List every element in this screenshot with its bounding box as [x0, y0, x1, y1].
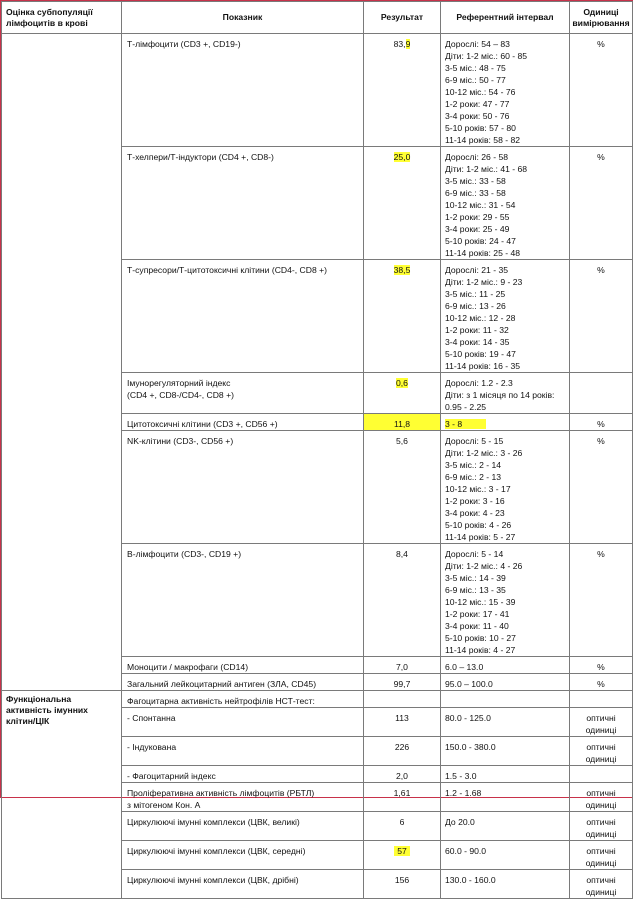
ref-line: Дорослі: 5 - 15 [445, 436, 504, 446]
indicator-name: Цитотоксичні клітини (CD3 +, CD56 +) [122, 414, 364, 431]
unit-line: одиниці [585, 858, 617, 868]
unit: % [570, 260, 633, 373]
reference-interval: 1.5 - 3.0 [441, 766, 570, 783]
ref-line: 10-12 міс.: 54 - 76 [445, 87, 516, 97]
indicator-name: Циркулюючі імунні комплекси (ЦВК, середні) [122, 841, 364, 870]
result-value: 226 [364, 737, 441, 766]
ref-line: 10-12 міс.: 31 - 54 [445, 200, 516, 210]
reference-interval: До 20.0 [441, 812, 570, 841]
result-value: 11,8 [364, 414, 441, 431]
ref-line: 1-2 роки: 11 - 32 [445, 325, 509, 335]
reference-interval [441, 544, 570, 657]
indicator-name: Т-хелпери/Т-індуктори (CD4 +, CD8-) [122, 147, 364, 260]
header-reference: Референтний інтервал [441, 2, 570, 34]
ref-line: Дорослі: 26 - 58 [445, 152, 509, 162]
result-value: 7,0 [364, 657, 441, 674]
reference-interval: 130.0 - 160.0 [441, 870, 570, 899]
ref-line: 6-9 міс.: 13 - 35 [445, 585, 506, 595]
indicator-name: - Індукована [122, 737, 364, 766]
ref-line: 11-14 років: 16 - 35 [445, 361, 521, 371]
ref-line: Діти: з 1 місяця по 14 років: [445, 390, 555, 400]
ref-line: 6-9 міс.: 2 - 13 [445, 472, 502, 482]
unit [570, 691, 633, 708]
indicator-name: NK-клітини (CD3-, CD56 +) [122, 431, 364, 544]
indicator-name: - Спонтанна [122, 708, 364, 737]
result-value: 113 [364, 708, 441, 737]
nst-title: Фагоцитарна активність нейтрофілів НСТ-тест: [122, 691, 364, 708]
unit: % [570, 34, 633, 147]
ref-line: 3-5 міс.: 33 - 58 [445, 176, 506, 186]
unit [570, 373, 633, 414]
ref-line: 3-5 міс.: 48 - 75 [445, 63, 506, 73]
indicator-name: Циркулюючі імунні комплекси (ЦВК, дрібні) [122, 870, 364, 899]
ref-line: Дорослі: 5 - 14 [445, 549, 504, 559]
unit: % [570, 431, 633, 544]
unit-line: одиниці [585, 725, 617, 735]
result-value: 5,6 [364, 431, 441, 544]
reference-interval: 150.0 - 380.0 [441, 737, 570, 766]
result-value [364, 260, 441, 373]
indicator-name-line: з мітогеном Кон. А [127, 800, 201, 810]
ref-line: Діти: 1-2 міс.: 4 - 26 [445, 561, 523, 571]
ref-line: 10-12 міс.: 3 - 17 [445, 484, 511, 494]
section-title: Функціональна активність імунних клітин/ЦІК [2, 691, 122, 899]
ref-line: 3 - 8 [445, 419, 486, 429]
unit-line: одиниці [585, 754, 617, 764]
reference-interval [441, 373, 570, 414]
ref-line: 11-14 років: 4 - 27 [445, 645, 516, 655]
unit-line: оптичні [586, 742, 616, 752]
section-title [2, 34, 122, 691]
result-value: 8,4 [364, 544, 441, 657]
indicator-name [122, 373, 364, 414]
unit: % [570, 147, 633, 260]
unit [570, 812, 633, 841]
result-value [364, 841, 441, 870]
ref-line: 6-9 міс.: 50 - 77 [445, 75, 506, 85]
indicator-name: Т-супресори/Т-цитотоксичні клітини (CD4-, CD8 +) [122, 260, 364, 373]
reference-interval [441, 260, 570, 373]
reference-interval: 60.0 - 90.0 [441, 841, 570, 870]
ref-line: 10-12 міс.: 15 - 39 [445, 597, 516, 607]
result-value: 6 [364, 812, 441, 841]
ref-line: 1-2 роки: 47 - 77 [445, 99, 510, 109]
ref-line: 5-10 років: 57 - 80 [445, 123, 516, 133]
ref-line: 0.95 - 2.25 [445, 402, 487, 412]
header-units: Одиниці вимірювання [570, 2, 633, 34]
ref-line: 5-10 років: 10 - 27 [445, 633, 516, 643]
ref-line: 3-4 роки: 11 - 40 [445, 621, 509, 631]
indicator-name: В-лімфоцити (CD3-, CD19 +) [122, 544, 364, 657]
header-section: Оцінка субпопуляції лімфоцитів в крові [2, 2, 122, 34]
indicator-name: - Фагоцитарний індекс [122, 766, 364, 783]
ref-line: Дорослі: 21 - 35 [445, 265, 509, 275]
unit [570, 783, 633, 812]
ref-line: 1-2 роки: 17 - 41 [445, 609, 510, 619]
result-highlight: 25,0 [393, 152, 411, 162]
result-value: 99,7 [364, 674, 441, 691]
reference-interval: 80.0 - 125.0 [441, 708, 570, 737]
header-row [2, 2, 633, 34]
indicator-name: Загальний лейкоцитарний антиген (ЗЛА, CD45) [122, 674, 364, 691]
indicator-name: Т-лімфоцити (CD3 +, CD19-) [122, 34, 364, 147]
ref-line: Діти: 1-2 міс.: 41 - 68 [445, 164, 528, 174]
ref-line: 11-14 років: 5 - 27 [445, 532, 516, 542]
unit [570, 708, 633, 737]
unit-line: оптичні [586, 788, 616, 798]
ref-line: 3-5 міс.: 11 - 25 [445, 289, 506, 299]
ref-line: 3-5 міс.: 14 - 39 [445, 573, 506, 583]
unit [570, 766, 633, 783]
unit-line: оптичні [586, 817, 616, 827]
ref-line: Дорослі: 54 – 83 [445, 39, 510, 49]
unit-line: оптичні [586, 846, 616, 856]
ref-line: 10-12 міс.: 12 - 28 [445, 313, 516, 323]
reference-interval: 6.0 – 13.0 [441, 657, 570, 674]
unit-line: оптичні [586, 713, 616, 723]
table-row [2, 34, 633, 147]
ref-line: 3-4 роки: 14 - 35 [445, 337, 510, 347]
ref-line: 6-9 міс.: 33 - 58 [445, 188, 506, 198]
unit: % [570, 657, 633, 674]
unit-line: одиниці [585, 800, 617, 810]
unit-line: оптичні [586, 875, 616, 885]
ref-line: Діти: 1-2 міс.: 3 - 26 [445, 448, 523, 458]
reference-interval [441, 431, 570, 544]
table-row [2, 691, 633, 708]
unit [570, 737, 633, 766]
indicator-name: Моноцити / макрофаги (CD14) [122, 657, 364, 674]
reference-interval: 95.0 – 100.0 [441, 674, 570, 691]
ref-line: Діти: 1-2 міс.: 60 - 85 [445, 51, 528, 61]
result-value [364, 691, 441, 708]
result-value [364, 34, 441, 147]
result-value [364, 373, 441, 414]
unit [570, 870, 633, 899]
indicator-name-line: (CD4 +, CD8-/CD4-, CD8 +) [127, 390, 234, 400]
unit: % [570, 674, 633, 691]
indicator-name: Циркулюючі імунні комплекси (ЦВК, великі) [122, 812, 364, 841]
ref-line: 5-10 років: 19 - 47 [445, 349, 516, 359]
result-value [364, 147, 441, 260]
result-value: 2,0 [364, 766, 441, 783]
indicator-name-line: Проліферативна активність лімфоцитів (РБТЛ) [127, 788, 315, 798]
unit: % [570, 544, 633, 657]
ref-line: 1-2 роки: 29 - 55 [445, 212, 510, 222]
header-result: Результат [364, 2, 441, 34]
unit: % [570, 414, 633, 431]
result-highlight: 9 [405, 39, 411, 49]
indicator-name [122, 783, 364, 812]
result-part: 83, [393, 39, 406, 49]
reference-interval [441, 34, 570, 147]
unit-line: одиниці [585, 829, 617, 839]
ref-line: 3-4 роки: 4 - 23 [445, 508, 505, 518]
ref-line: Діти: 1-2 міс.: 9 - 23 [445, 277, 523, 287]
ref-line: 11-14 років: 25 - 48 [445, 248, 521, 258]
ref-line: 6-9 міс.: 13 - 26 [445, 301, 506, 311]
reference-interval [441, 691, 570, 708]
ref-line: 5-10 років: 4 - 26 [445, 520, 512, 530]
unit [570, 841, 633, 870]
unit-line: одиниці [585, 887, 617, 897]
result-highlight: 57 [394, 846, 410, 856]
ref-line: 11-14 років: 58 - 82 [445, 135, 521, 145]
lab-results-table [1, 1, 633, 899]
ref-line: 5-10 років: 24 - 47 [445, 236, 516, 246]
result-value: 1,61 [364, 783, 441, 812]
reference-interval [441, 147, 570, 260]
indicator-name-line: Імунорегуляторний індекс [127, 378, 231, 388]
ref-line: Дорослі: 1.2 - 2.3 [445, 378, 513, 388]
ref-line: 3-5 міс.: 2 - 14 [445, 460, 502, 470]
result-highlight: 38,5 [393, 265, 411, 275]
result-highlight: 0,6 [396, 378, 408, 388]
reference-interval [441, 414, 570, 431]
ref-line: 3-4 роки: 50 - 76 [445, 111, 510, 121]
reference-interval: 1.2 - 1.68 [441, 783, 570, 812]
ref-line: 1-2 роки: 3 - 16 [445, 496, 505, 506]
header-indicator: Показник [122, 2, 364, 34]
result-value: 156 [364, 870, 441, 899]
ref-line: 3-4 роки: 25 - 49 [445, 224, 510, 234]
